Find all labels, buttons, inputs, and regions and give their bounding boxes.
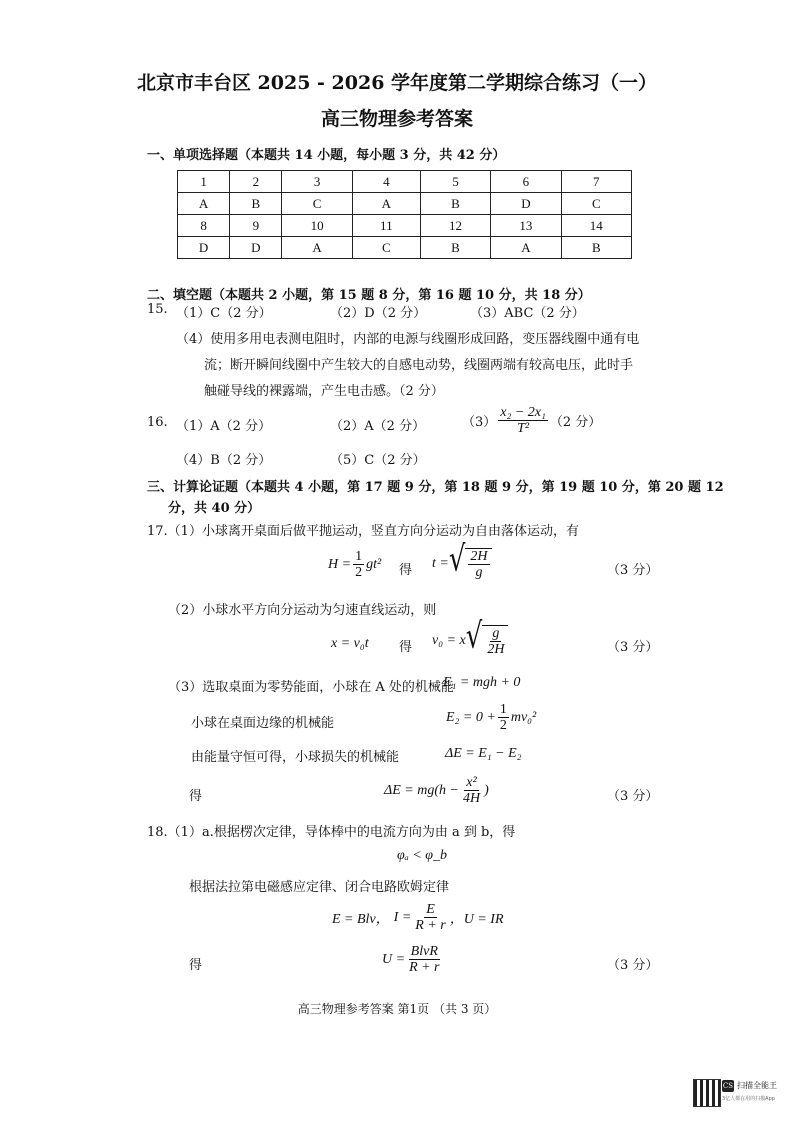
table-cell: B — [230, 193, 282, 215]
q17-formula-result-fraction — [461, 775, 482, 807]
q17-formula-e2-fraction — [498, 702, 509, 734]
q17-part3-line2: 小球在桌面边缘的机械能 — [191, 716, 335, 731]
q15-answer-4-line3: 触碰导线的裸露端，产生电击感。（2 分） — [204, 384, 444, 399]
q16-fraction-denominator: T² — [517, 421, 530, 437]
table-cell: B — [420, 237, 490, 259]
q18-formula-emf-den: R + r — [415, 918, 446, 934]
table-cell: 11 — [352, 215, 420, 237]
q17-formula-result-den: 4H — [462, 791, 481, 807]
q17-score-2: （3 分） — [607, 640, 659, 655]
q17-part3-text: （3）选取桌面为零势能面，小球在 A 处的机械能 — [168, 680, 454, 695]
q18-formula-emf-u: ，U = IR — [449, 911, 504, 927]
table-row — [178, 237, 632, 259]
q18-formula-u-lhs: U = — [382, 951, 406, 967]
q17-formula-v0-den: 2H — [487, 642, 505, 658]
q17-formula-t — [432, 539, 492, 581]
table-cell: A — [178, 193, 230, 215]
q18-part1-text: 18.（1）a.根据楞次定律，导体棒中的电流方向为由 a 到 b，得 — [147, 825, 516, 840]
table-cell: 5 — [420, 171, 490, 193]
table-cell: 9 — [230, 215, 282, 237]
scanner-badge-text: 扫描全能王 — [737, 1081, 777, 1090]
q17-formula-e1: E₁ = mgh + 0 — [443, 675, 521, 690]
q17-part1-text: 17.（1）小球离开桌面后做平抛运动，竖直方向分运动为自由落体运动，有 — [147, 524, 579, 539]
q17-formula-h-den: 2 — [355, 565, 363, 581]
table-cell: 13 — [491, 215, 561, 237]
q18-formula-emf-e: E = Blv， — [332, 911, 390, 927]
q18-formula-emf-fraction — [413, 902, 447, 934]
q18-formula-u-fraction — [407, 944, 441, 976]
q17-formula-v0-fraction — [485, 626, 506, 658]
q16-fraction — [498, 405, 548, 437]
q18-formula-emf-i-lhs: I = — [393, 909, 412, 925]
q15-answer-4-line1: （4）使用多用电表测电阻时，内部的电源与线圈形成回路，变压器线圈中通有电 — [176, 332, 640, 347]
page-title: 北京市丰台区 2025 - 2026 学年度第二学期综合练习（一） — [136, 72, 658, 94]
q16-answer-3-score: （2 分） — [549, 415, 602, 431]
q17-formula-h-rhs: gt² — [366, 556, 382, 572]
table-cell: B — [561, 237, 631, 259]
q17-formula-delta-e: ΔE = E₁ − E₂ — [445, 746, 522, 761]
q17-formula-v0 — [432, 616, 508, 658]
q16-answer-3 — [462, 405, 601, 437]
table-cell: C — [352, 237, 420, 259]
q17-part2-text: （2）小球水平方向分运动为匀速直线运动，则 — [168, 603, 437, 618]
table-cell: 1 — [178, 171, 230, 193]
table-cell: 2 — [230, 171, 282, 193]
q16-answer-1: （1）A（2 分） — [176, 419, 272, 434]
q17-formula-t-num: 2H — [470, 549, 488, 564]
table-cell: D — [491, 193, 561, 215]
q17-part3-line3: 由能量守恒可得，小球损失的机械能 — [191, 750, 400, 765]
q17-formula-v0-lhs: v₀ = x — [432, 633, 466, 649]
q17-formula-result — [384, 775, 489, 807]
scanner-badge-subtext: 3亿人都在用的扫描App — [722, 1096, 775, 1102]
q17-formula-h-fraction — [353, 549, 364, 581]
section3-heading-line2: 分，共 40 分） — [168, 501, 261, 516]
q15-answer-2: （2）D（2 分） — [330, 306, 427, 321]
q17-score-3: （3 分） — [607, 789, 659, 804]
q17-formula-t-den: g — [475, 565, 483, 581]
q17-formula-x: x = v₀t — [331, 636, 369, 651]
q17-formula-e2-lhs: E₂ = 0 + — [446, 709, 496, 725]
page-subtitle: 高三物理参考答案 — [320, 108, 473, 130]
q18-formula-u-den: R + r — [409, 960, 440, 976]
q17-formula-result-lhs: ΔE = mg(h − — [384, 782, 459, 798]
camscanner-logo-icon: CS — [722, 1082, 734, 1090]
table-cell: A — [352, 193, 420, 215]
answer-table — [177, 170, 632, 259]
q18-formula-emf — [332, 902, 504, 934]
q17-formula-e2 — [446, 702, 536, 734]
q17-formula-result-rhs: ) — [484, 782, 489, 798]
q17-formula-h-lhs: H = — [328, 556, 352, 572]
table-cell: 12 — [420, 215, 490, 237]
q17-formula-h — [328, 549, 381, 581]
table-cell: 4 — [352, 171, 420, 193]
q18-line2-text: 根据法拉第电磁感应定律、闭合电路欧姆定律 — [189, 880, 450, 895]
table-cell: A — [282, 237, 352, 259]
q18-formula-phi: φₐ < φ_b — [397, 848, 448, 863]
section2-heading: 二、填空题（本题共 2 小题，第 15 题 8 分，第 16 题 10 分，共 18 分） — [147, 288, 591, 303]
q17-de-2: 得 — [399, 640, 413, 655]
qr-code-icon — [693, 1079, 721, 1107]
q16-number: 16. — [147, 415, 168, 430]
page-footer: 高三物理参考答案 第1页 （共 3 页） — [297, 1002, 497, 1016]
table-cell: 6 — [491, 171, 561, 193]
q18-de: 得 — [189, 958, 203, 973]
q17-formula-h-num: 1 — [355, 549, 363, 564]
table-cell: A — [491, 237, 561, 259]
q17-formula-e2-rhs: mv₀² — [510, 709, 537, 725]
table-row — [178, 215, 632, 237]
table-row — [178, 171, 632, 193]
table-cell: C — [282, 193, 352, 215]
q17-formula-t-fraction — [468, 549, 489, 581]
q18-formula-u — [382, 944, 444, 976]
sqrt-icon: √ — [448, 539, 466, 581]
table-cell: D — [178, 237, 230, 259]
q17-sqrt — [448, 539, 492, 581]
q17-score-1: （3 分） — [607, 563, 659, 578]
q17-formula-e2-num: 1 — [499, 702, 507, 717]
table-cell: 14 — [561, 215, 631, 237]
table-cell: 7 — [561, 171, 631, 193]
section1-heading: 一、单项选择题（本题共 14 小题，每小题 3 分，共 42 分） — [147, 148, 506, 163]
q17-formula-result-num: x² — [466, 775, 477, 790]
table-cell: C — [561, 193, 631, 215]
q15-answer-1: （1）C（2 分） — [176, 306, 272, 321]
q18-formula-emf-num: E — [426, 902, 435, 917]
sqrt-icon: √ — [465, 616, 483, 658]
q18-score: （3 分） — [607, 958, 659, 973]
q17-de-1: 得 — [399, 563, 413, 578]
table-row — [178, 193, 632, 215]
table-cell: B — [420, 193, 490, 215]
section3-heading-line1: 三、计算论证题（本题共 4 小题，第 17 题 9 分，第 18 题 9 分，第 19 题 10 分，第 20 题 12 — [147, 480, 724, 495]
table-cell: 10 — [282, 215, 352, 237]
q17-formula-e2-den: 2 — [499, 718, 507, 734]
q17-formula-v0-num: g — [492, 626, 500, 641]
q15-answer-3: （3）ABC（2 分） — [470, 306, 585, 321]
table-cell: 8 — [178, 215, 230, 237]
q17-formula-t-lhs: t = — [432, 556, 449, 572]
q15-number: 15. — [147, 302, 168, 317]
q18-formula-u-num: BlvR — [410, 944, 438, 959]
q17-sqrt-2 — [465, 616, 509, 658]
table-cell: D — [230, 237, 282, 259]
q16-answer-4: （4）B（2 分） — [176, 453, 272, 468]
q15-answer-4-line2: 流；断开瞬间线圈中产生较大的自感电动势，线圈两端有较高电压，此时手 — [204, 358, 634, 373]
q16-answer-2: （2）A（2 分） — [330, 419, 426, 434]
q17-de-3: 得 — [189, 789, 203, 804]
q16-fraction-numerator: x₂ − 2x₁ — [500, 405, 546, 420]
q16-answer-5: （5）C（2 分） — [330, 453, 426, 468]
q16-answer-3-prefix: （3） — [462, 415, 497, 431]
table-cell: 3 — [282, 171, 352, 193]
